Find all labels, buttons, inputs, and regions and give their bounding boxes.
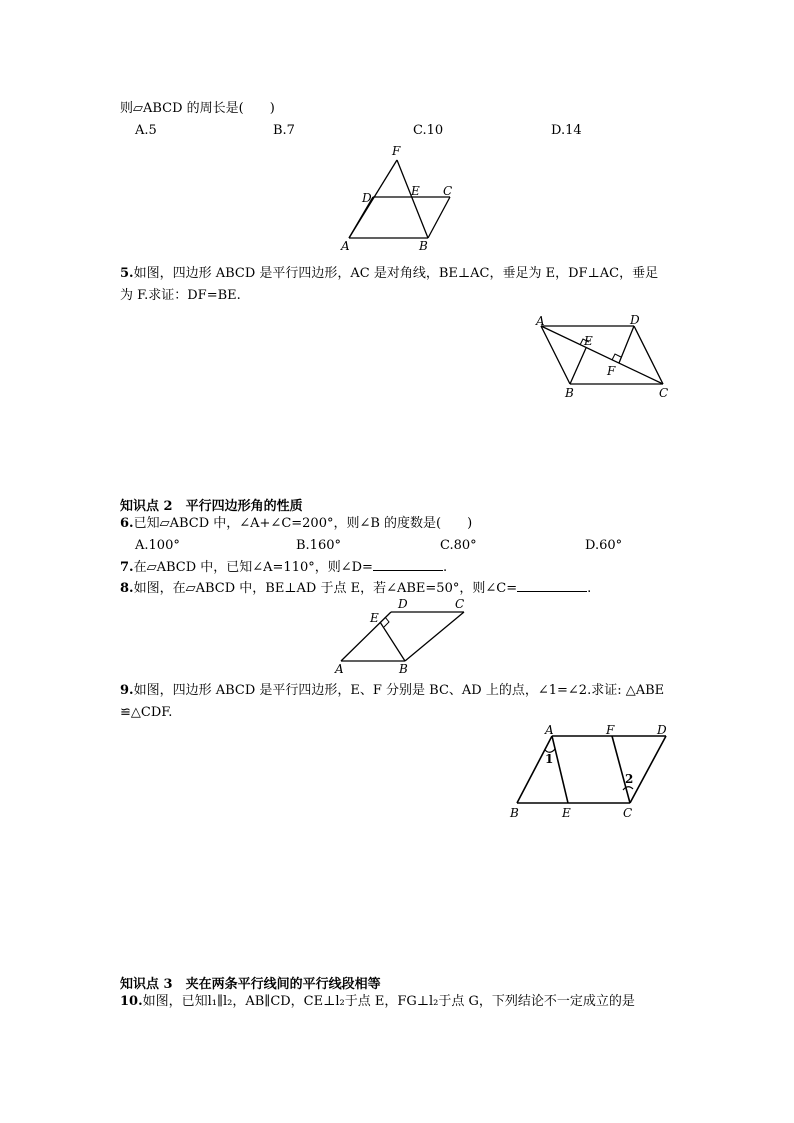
- q4-label-e: E: [411, 184, 420, 198]
- q9-label-e: E: [562, 806, 571, 820]
- q7-end: .: [442, 560, 448, 575]
- q5-line2: 为 F.求证：DF=BE.: [120, 288, 241, 303]
- q8-number: 8.: [120, 581, 134, 596]
- q7-number: 7.: [120, 560, 134, 575]
- q9-label-c: C: [623, 806, 633, 820]
- q4-label-f: F: [392, 144, 401, 158]
- q8-label-a: A: [335, 662, 344, 676]
- q9-angle-1: 1: [545, 752, 554, 766]
- section-3-heading: 知识点 3 夹在两条平行线间的平行线段相等: [120, 977, 381, 992]
- q4-option-d: D.14: [551, 123, 582, 138]
- q10-stem: 如图，已知l₁∥l₂，AB∥CD，CE⊥l₂于点 E，FG⊥l₂于点 G，下列结论不一定成立的是: [142, 994, 635, 1009]
- q4-label-d: D: [362, 191, 372, 205]
- section-2-heading: 知识点 2 平行四边形角的性质: [120, 499, 303, 514]
- q10-line: [120, 994, 635, 1010]
- q9-label-a: A: [545, 723, 554, 737]
- q4-option-c: C.10: [413, 123, 444, 138]
- q5-label-b: B: [565, 386, 574, 400]
- q6-option-d: D.60°: [585, 538, 623, 553]
- q6-option-b: B.160°: [296, 538, 341, 553]
- q9-text-1: 如图，四边形 ABCD 是平行四边形，E、F 分别是 BC、AD 上的点，∠1=∠2.求证: △ABE: [133, 683, 665, 698]
- q9-label-f: F: [606, 723, 615, 737]
- q4-option-a: A.5: [135, 123, 157, 138]
- q9-label-b: B: [510, 806, 519, 820]
- q5-number: 5.: [120, 266, 134, 281]
- q6-option-c: C.80°: [440, 538, 477, 553]
- q8-label-e: E: [370, 611, 379, 625]
- q5-label-d: D: [630, 313, 640, 327]
- q8-end: .: [587, 581, 592, 596]
- q6-number: 6.: [120, 516, 134, 531]
- q5-label-a: A: [536, 314, 545, 328]
- q10-number: 10.: [120, 994, 143, 1009]
- q9-label-d: D: [657, 723, 667, 737]
- q4-option-b: B.7: [273, 123, 295, 138]
- q6-option-a: A.100°: [135, 538, 180, 553]
- q9-number: 9.: [120, 683, 134, 698]
- q9-line2: ≌△CDF.: [120, 705, 173, 720]
- q4-label-a: A: [341, 239, 350, 253]
- q4-label-c: C: [443, 184, 453, 198]
- q5-label-f: F: [607, 364, 616, 378]
- q5-text-1: 如图，四边形 ABCD 是平行四边形，AC 是对角线，BE⊥AC，垂足为 E，DF⊥AC，垂足: [133, 266, 659, 281]
- q7-stem: 在▱ABCD 中，已知∠A=110°，则∠D=: [133, 560, 373, 575]
- q8-label-c: C: [455, 597, 465, 611]
- q6-stem: 已知▱ABCD 中，∠A+∠C=200°，则∠B 的度数是( ): [133, 516, 473, 531]
- q5-label-c: C: [659, 386, 669, 400]
- q8-stem: 如图，在▱ABCD 中，BE⊥AD 于点 E，若∠ABE=50°，则∠C=: [133, 581, 518, 596]
- q4-stem: 则▱ABCD 的周长是( ): [120, 101, 275, 116]
- q5-label-e: E: [584, 334, 593, 348]
- q9-angle-2: 2: [625, 772, 634, 786]
- q8-label-d: D: [398, 597, 408, 611]
- q8-label-b: B: [399, 662, 408, 676]
- q4-label-b: B: [419, 239, 428, 253]
